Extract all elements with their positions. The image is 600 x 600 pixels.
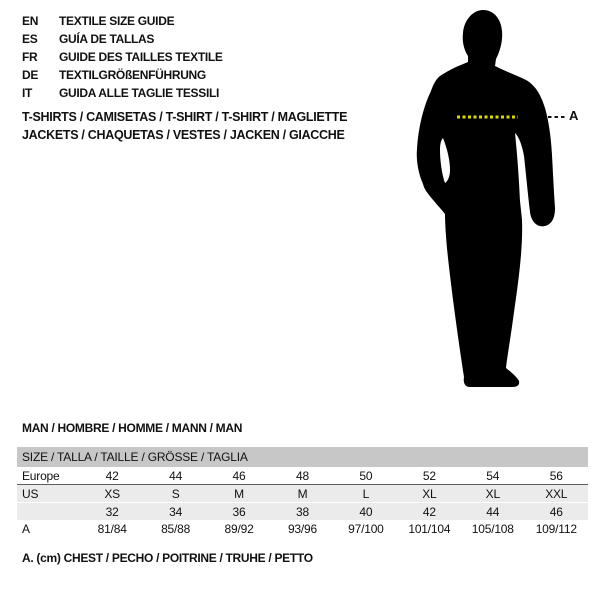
size-cell: 44 — [144, 467, 207, 485]
size-cell: XS — [80, 485, 143, 503]
language-code: DE — [22, 68, 39, 82]
size-cell: 38 — [271, 503, 334, 521]
size-cell: 97/100 — [334, 520, 397, 537]
size-cell: 105/108 — [461, 520, 524, 537]
size-cell: 93/96 — [271, 520, 334, 537]
size-cell: 32 — [80, 503, 143, 521]
size-cell: 40 — [334, 503, 397, 521]
man-silhouette-body — [417, 10, 555, 387]
language-title: TEXTILE SIZE GUIDE — [59, 14, 175, 28]
section-title-man: MAN / HOMBRE / HOMME / MANN / MAN — [22, 421, 243, 435]
size-cell: M — [271, 485, 334, 503]
row-label — [17, 503, 80, 521]
language-title: GUÍA DE TALLAS — [59, 32, 155, 46]
category-jackets: JACKETS / CHAQUETAS / VESTES / JACKEN / GIACCHE — [22, 127, 345, 142]
size-cell: 46 — [207, 467, 270, 485]
size-cell: 56 — [525, 467, 589, 485]
table-row-europe — [17, 467, 588, 485]
table-header: SIZE / TALLA / TAILLE / GRÖSSE / TAGLIA — [17, 447, 588, 467]
footnote-chest-legend: A. (cm) CHEST / PECHO / POITRINE / TRUHE / PETTO — [22, 551, 313, 565]
size-cell: 42 — [398, 503, 461, 521]
category-list — [22, 109, 347, 144]
man-silhouette-figure — [398, 6, 588, 398]
size-cell: 52 — [398, 467, 461, 485]
size-cell: 89/92 — [207, 520, 270, 537]
row-label: A — [17, 520, 80, 537]
table-header-row — [17, 447, 588, 467]
size-cell: 36 — [207, 503, 270, 521]
language-code: FR — [22, 50, 38, 64]
language-code: EN — [22, 14, 39, 28]
language-row — [22, 84, 223, 102]
size-cell: 101/104 — [398, 520, 461, 537]
size-cell: XL — [398, 485, 461, 503]
language-row — [22, 12, 223, 30]
size-cell: 48 — [271, 467, 334, 485]
row-label: US — [17, 485, 80, 503]
language-row — [22, 66, 223, 84]
table-row-numeric — [17, 503, 588, 521]
table-row-us — [17, 485, 588, 503]
size-cell: 50 — [334, 467, 397, 485]
size-cell: 44 — [461, 503, 524, 521]
language-row — [22, 30, 223, 48]
size-cell: M — [207, 485, 270, 503]
language-code: IT — [22, 86, 33, 100]
size-cell: L — [334, 485, 397, 503]
table-row-chest-a — [17, 520, 588, 537]
size-cell: 34 — [144, 503, 207, 521]
row-label: Europe — [17, 467, 80, 485]
size-cell: 81/84 — [80, 520, 143, 537]
language-list — [22, 12, 223, 102]
man-silhouette — [398, 6, 588, 398]
language-title: GUIDA ALLE TAGLIE TESSILI — [59, 86, 220, 100]
size-cell: 109/112 — [525, 520, 589, 537]
size-cell: 85/88 — [144, 520, 207, 537]
size-cell: 54 — [461, 467, 524, 485]
language-row — [22, 48, 223, 66]
language-title: GUIDE DES TAILLES TEXTILE — [59, 50, 223, 64]
size-cell: XXL — [525, 485, 589, 503]
size-cell: XL — [461, 485, 524, 503]
language-code: ES — [22, 32, 38, 46]
language-title: TEXTILGRÖßENFÜHRUNG — [59, 68, 206, 82]
size-cell: 42 — [80, 467, 143, 485]
size-cell: S — [144, 485, 207, 503]
measurement-label-a: A — [569, 108, 579, 123]
size-cell: 46 — [525, 503, 589, 521]
category-tshirts: T-SHIRTS / CAMISETAS / T-SHIRT / T-SHIRT / MAGLIETTE — [22, 110, 348, 124]
size-table — [17, 447, 588, 537]
